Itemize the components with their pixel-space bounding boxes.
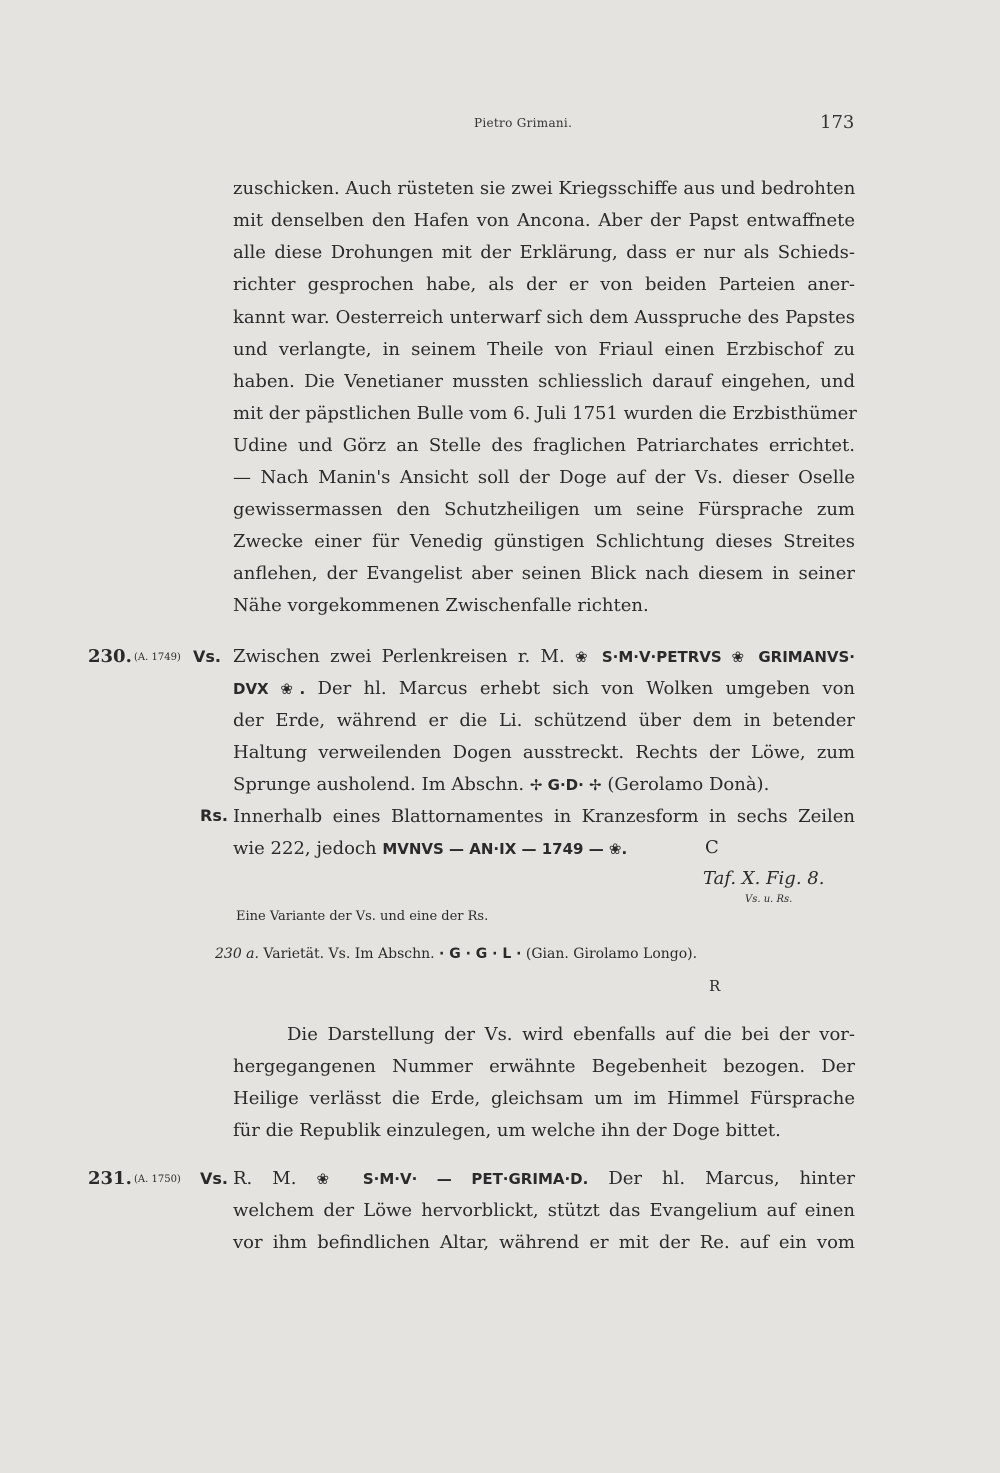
coin-legend: · G · G · L · [439,946,522,962]
text-line [233,645,855,669]
text-line: gewissermassen den Schutzheiligen um seine Fürsprache zum [233,499,855,520]
text-line: haben. Die Venetianer mussten schliesslich darauf eingehen, und [233,371,855,392]
variant-line [215,946,697,962]
text-line: hergegangenen Nummer erwähnte Begebenheit bezogen. Der [233,1056,855,1077]
text-line: Zwecke einer für Venedig günstigen Schlichtung dieses Streites [233,531,855,552]
obverse-label: Vs. [200,1169,228,1188]
text: R. M. [233,1168,317,1189]
text: (Gerolamo Donà). [601,774,770,795]
text-line: der Erde, während er die Li. schützend über dem in betender [233,710,855,731]
text-line: kannt war. Oesterreich unterwarf sich dem Ausspruche des Papstes [233,307,855,328]
text-line: Innerhalb eines Blattornamentes in Kranzesform in sechs Zeilen [233,806,855,827]
text-line [233,837,693,861]
text-line: für die Republik einzulegen, um welche ihn der Doge bittet. [233,1120,781,1141]
header-title: Pietro Grimani. [474,116,573,130]
text-line: zuschicken. Auch rüsteten sie zwei Kriegsschiffe aus und bedrohten [233,178,856,199]
obverse-label: Vs. [193,647,221,666]
text-line: Die Darstellung der Vs. wird ebenfalls auf die bei der vor- [287,1024,855,1045]
variant-rarity: R [709,977,721,995]
text: Sprunge ausholend. Im Abschn. [233,774,530,795]
entry-year: (A. 1749) [134,652,181,663]
text: Zwischen zwei Perlenkreisen r. M. [233,646,575,667]
page-number: 173 [820,112,855,133]
text-line [233,773,855,797]
rarity-mark: C [705,837,719,858]
entry-year: (A. 1750) [134,1174,181,1185]
text-line: welchem der Löwe hervorblickt, stützt das Evangelium auf einen [233,1200,855,1221]
text: Der hl. Marcus erhebt sich von Wolken umgeben von [305,678,855,699]
variant-note: Eine Variante der Vs. und eine der Rs. [236,909,489,924]
text-line [233,677,855,701]
text: (Gian. Girolamo Longo). [521,946,698,962]
text: Der hl. Marcus, hinter [588,1168,855,1189]
text: wie 222, jedoch [233,838,383,859]
text-line: alle diese Drohungen mit der Erklärung, dass er nur als Schieds- [233,242,855,263]
entry-number: 230. [88,646,132,667]
text-line: mit denselben den Hafen von Ancona. Aber der Papst entwaffnete [233,210,855,231]
reverse-label: Rs. [200,806,228,825]
text-line: richter gesprochen habe, als der er von beiden Parteien aner- [233,274,855,295]
entry-number: 231. [88,1168,132,1189]
text-line: Udine und Görz an Stelle des fraglichen Patriarchates errichtet. [233,435,855,456]
text-line: anflehen, der Evangelist aber seinen Blick nach diesem in seiner [233,563,855,584]
plate-reference-sub: Vs. u. Rs. [745,894,793,905]
coin-legend: ❀ S·M·V· — PET·GRIMA·D. [316,1170,589,1188]
coin-legend: DVX ❀. [233,680,306,698]
text-line [233,1167,855,1191]
text-line: Nähe vorgekommenen Zwischenfalle richten. [233,595,649,616]
coin-legend: ❀ S·M·V·PETRVS ❀ GRIMANVS· [574,648,855,666]
text: Varietät. Vs. Im Abschn. [258,946,440,962]
text-line: Heilige verlässt die Erde, gleichsam um im Himmel Fürsprache [233,1088,855,1109]
text-line: und verlangte, in seinem Theile von Friaul einen Erzbischof zu [233,339,855,360]
coin-legend: ✢ G·D· ✢ [529,776,602,794]
text-line: vor ihm befindlichen Altar, während er mit der Re. auf ein vom [233,1232,855,1253]
text-line: — Nach Manin's Ansicht soll der Doge auf der Vs. dieser Oselle [233,467,855,488]
variant-number: 230 a. [215,946,259,962]
text-line: Haltung verweilenden Dogen ausstreckt. Rechts der Löwe, zum [233,742,855,763]
plate-reference: Taf. X. Fig. 8. [703,868,825,889]
coin-legend: MVNVS — AN·IX — 1749 — ❀. [382,840,628,858]
text-line: mit der päpstlichen Bulle vom 6. Juli 1751 wurden die Erzbisthümer [233,403,857,424]
